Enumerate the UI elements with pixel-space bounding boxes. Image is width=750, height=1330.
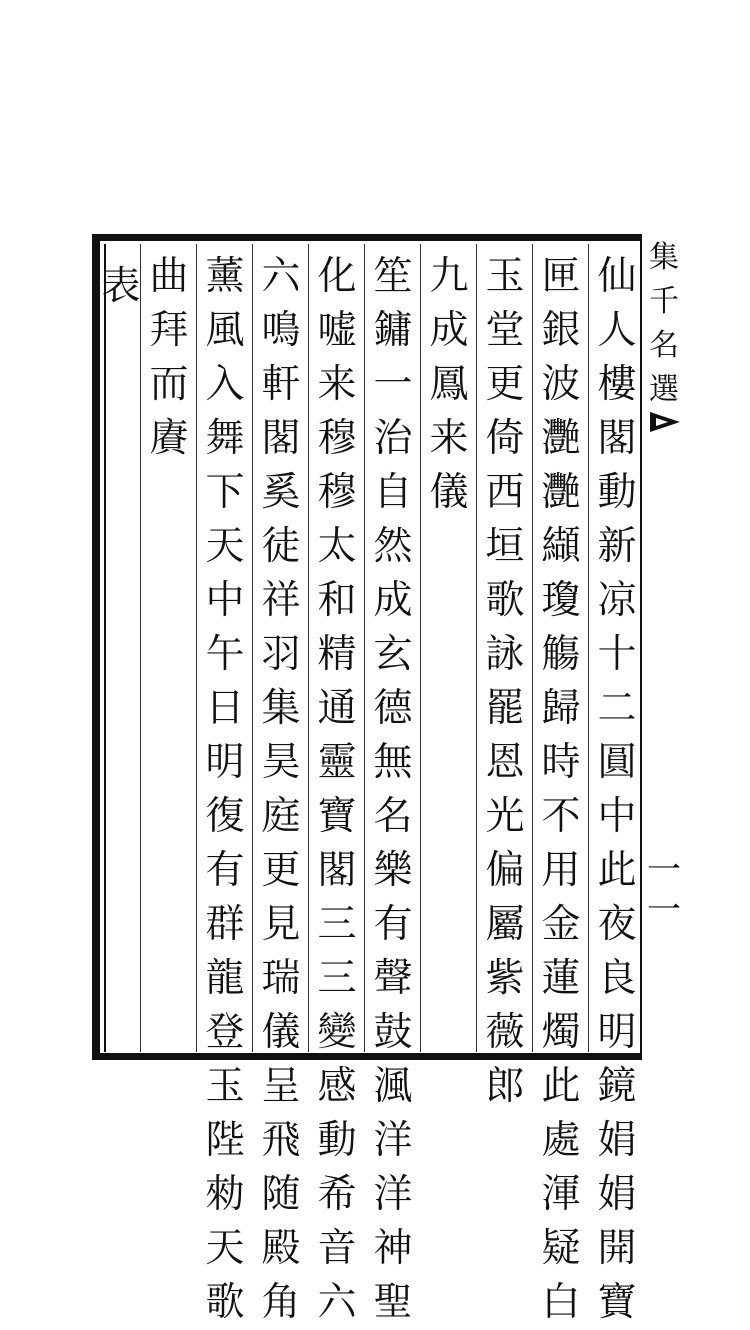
character: 呈 [261, 1064, 301, 1109]
character: 随 [261, 1172, 301, 1217]
character: 十 [597, 632, 637, 677]
column-rule [196, 244, 197, 1052]
character: 精 [317, 632, 357, 677]
character: 嘘 [317, 308, 357, 353]
page-number: 一 一 [647, 850, 681, 930]
character: 動 [597, 470, 637, 515]
character: 通 [317, 686, 357, 731]
character: 聖 [373, 1280, 413, 1325]
character: 鳴 [261, 308, 301, 353]
character: 光 [485, 794, 525, 839]
character: 儀 [429, 470, 469, 515]
text-column-7 [254, 250, 308, 1325]
character: 渢 [373, 1064, 413, 1109]
character: 拜 [149, 308, 189, 353]
character: 聲 [373, 956, 413, 1001]
character: 灧 [541, 470, 581, 515]
character: 恩 [485, 740, 525, 785]
column-rule [588, 244, 589, 1052]
character: 閣 [261, 416, 301, 461]
character: 舞 [205, 416, 245, 461]
character: 羽 [261, 632, 301, 677]
character: 銀 [541, 308, 581, 353]
character: 名 [373, 794, 413, 839]
character: 入 [205, 362, 245, 407]
character: 寶 [597, 1280, 637, 1325]
text-column-3 [478, 250, 532, 1109]
character: 玉 [205, 1064, 245, 1109]
margin-title: 集 千 名 選 [649, 240, 679, 407]
character: 儀 [261, 1010, 301, 1055]
fish-tail-mark-icon [648, 410, 682, 434]
character: 玉 [485, 254, 525, 299]
character: 寶 [317, 794, 357, 839]
character: 希 [317, 1172, 357, 1217]
character: 角 [261, 1280, 301, 1325]
character: 三 [317, 956, 357, 1001]
character: 見 [261, 902, 301, 947]
character: 德 [373, 686, 413, 731]
character: 三 [317, 902, 357, 947]
character: 娟 [597, 1172, 637, 1217]
character: 穆 [317, 416, 357, 461]
character: 更 [261, 848, 301, 893]
character: 纈 [541, 524, 581, 569]
text-column-1 [590, 250, 644, 1325]
character: 太 [317, 524, 357, 569]
character: 中 [205, 578, 245, 623]
character: 疑 [541, 1226, 581, 1271]
character: 群 [205, 902, 245, 947]
column-rule [364, 244, 365, 1052]
character: 昊 [261, 740, 301, 785]
text-column-9 [142, 250, 196, 1050]
character: 歌 [485, 578, 525, 623]
column-rule [252, 244, 253, 1052]
character: 六 [261, 254, 301, 299]
character: 午 [205, 632, 245, 677]
character: 堂 [485, 308, 525, 353]
character: 集 [261, 686, 301, 731]
character: 更 [485, 362, 525, 407]
character: 歌 [205, 1280, 245, 1325]
character: 娟 [597, 1118, 637, 1163]
character: 洋 [373, 1118, 413, 1163]
character: 成 [373, 578, 413, 623]
character: 罷 [485, 686, 525, 731]
character: 開 [597, 1226, 637, 1271]
character: 飛 [261, 1118, 301, 1163]
column-rule [476, 244, 477, 1052]
character: 穆 [317, 470, 357, 515]
character: 變 [317, 1010, 357, 1055]
character: 龍 [205, 956, 245, 1001]
character: 薇 [485, 1010, 525, 1055]
character: 灧 [541, 416, 581, 461]
character: 無 [373, 740, 413, 785]
character: 六 [317, 1280, 357, 1325]
character: 屬 [485, 902, 525, 947]
character: 天 [205, 1226, 245, 1271]
character: 明 [597, 1010, 637, 1055]
character: 徒 [261, 524, 301, 569]
text-column-8 [198, 250, 252, 1325]
character: 日 [205, 686, 245, 731]
character: 白 [541, 1280, 581, 1325]
character: 此 [597, 848, 637, 893]
character: 良 [597, 956, 637, 1001]
character: 處 [541, 1118, 581, 1163]
character: 来 [429, 416, 469, 461]
character: 觴 [541, 632, 581, 677]
character: 金 [541, 902, 581, 947]
character: 表 [101, 264, 141, 309]
character: 閣 [597, 416, 637, 461]
character: 樓 [597, 362, 637, 407]
character: 動 [317, 1118, 357, 1163]
character: 神 [373, 1226, 413, 1271]
character: 下 [205, 470, 245, 515]
character: 一 [373, 362, 413, 407]
text-column-5 [366, 250, 420, 1325]
character: 而 [149, 362, 189, 407]
character: 此 [541, 1064, 581, 1109]
character: 笙 [373, 254, 413, 299]
character: 復 [205, 794, 245, 839]
character: 賡 [149, 416, 189, 461]
character: 偏 [485, 848, 525, 893]
character: 二 [597, 686, 637, 731]
character: 人 [597, 308, 637, 353]
character: 鏞 [373, 308, 413, 353]
character: 鳳 [429, 362, 469, 407]
character: 登 [205, 1010, 245, 1055]
character: 有 [205, 848, 245, 893]
character: 樂 [373, 848, 413, 893]
character: 仙 [597, 254, 637, 299]
character: 匣 [541, 254, 581, 299]
text-column-2 [534, 250, 588, 1325]
character: 九 [429, 254, 469, 299]
text-column-6 [310, 250, 364, 1325]
character: 鏡 [597, 1064, 637, 1109]
character: 成 [429, 308, 469, 353]
character: 祥 [261, 578, 301, 623]
character: 鼓 [373, 1010, 413, 1055]
character: 中 [597, 794, 637, 839]
character: 来 [317, 362, 357, 407]
character: 郎 [485, 1064, 525, 1109]
character: 自 [373, 470, 413, 515]
character: 蓮 [541, 956, 581, 1001]
character: 和 [317, 578, 357, 623]
text-column-4 [422, 250, 476, 1050]
character: 夜 [597, 902, 637, 947]
character: 歸 [541, 686, 581, 731]
character: 不 [541, 794, 581, 839]
character: 感 [317, 1064, 357, 1109]
character: 新 [597, 524, 637, 569]
character: 凉 [597, 578, 637, 623]
character: 明 [205, 740, 245, 785]
character: 圓 [597, 740, 637, 785]
character: 化 [317, 254, 357, 299]
column-rule [532, 244, 533, 1052]
character: 天 [205, 524, 245, 569]
character: 曲 [149, 254, 189, 299]
character: 然 [373, 524, 413, 569]
character: 紫 [485, 956, 525, 1001]
character: 奚 [261, 470, 301, 515]
column-rule [420, 244, 421, 1052]
character: 靈 [317, 740, 357, 785]
character: 庭 [261, 794, 301, 839]
character: 殿 [261, 1226, 301, 1271]
text-column-10 [94, 260, 148, 1060]
character: 瑞 [261, 956, 301, 1001]
character: 詠 [485, 632, 525, 677]
character: 時 [541, 740, 581, 785]
character: 閣 [317, 848, 357, 893]
character: 音 [317, 1226, 357, 1271]
column-rule [308, 244, 309, 1052]
character: 渾 [541, 1172, 581, 1217]
character: 燭 [541, 1010, 581, 1055]
character: 瓊 [541, 578, 581, 623]
character: 波 [541, 362, 581, 407]
character: 玄 [373, 632, 413, 677]
character: 陛 [205, 1118, 245, 1163]
character: 治 [373, 416, 413, 461]
character: 垣 [485, 524, 525, 569]
character: 風 [205, 308, 245, 353]
character: 西 [485, 470, 525, 515]
character: 用 [541, 848, 581, 893]
character: 薰 [205, 254, 245, 299]
character: 洋 [373, 1172, 413, 1217]
character: 倚 [485, 416, 525, 461]
character: 有 [373, 902, 413, 947]
character: 勑 [205, 1172, 245, 1217]
character: 軒 [261, 362, 301, 407]
